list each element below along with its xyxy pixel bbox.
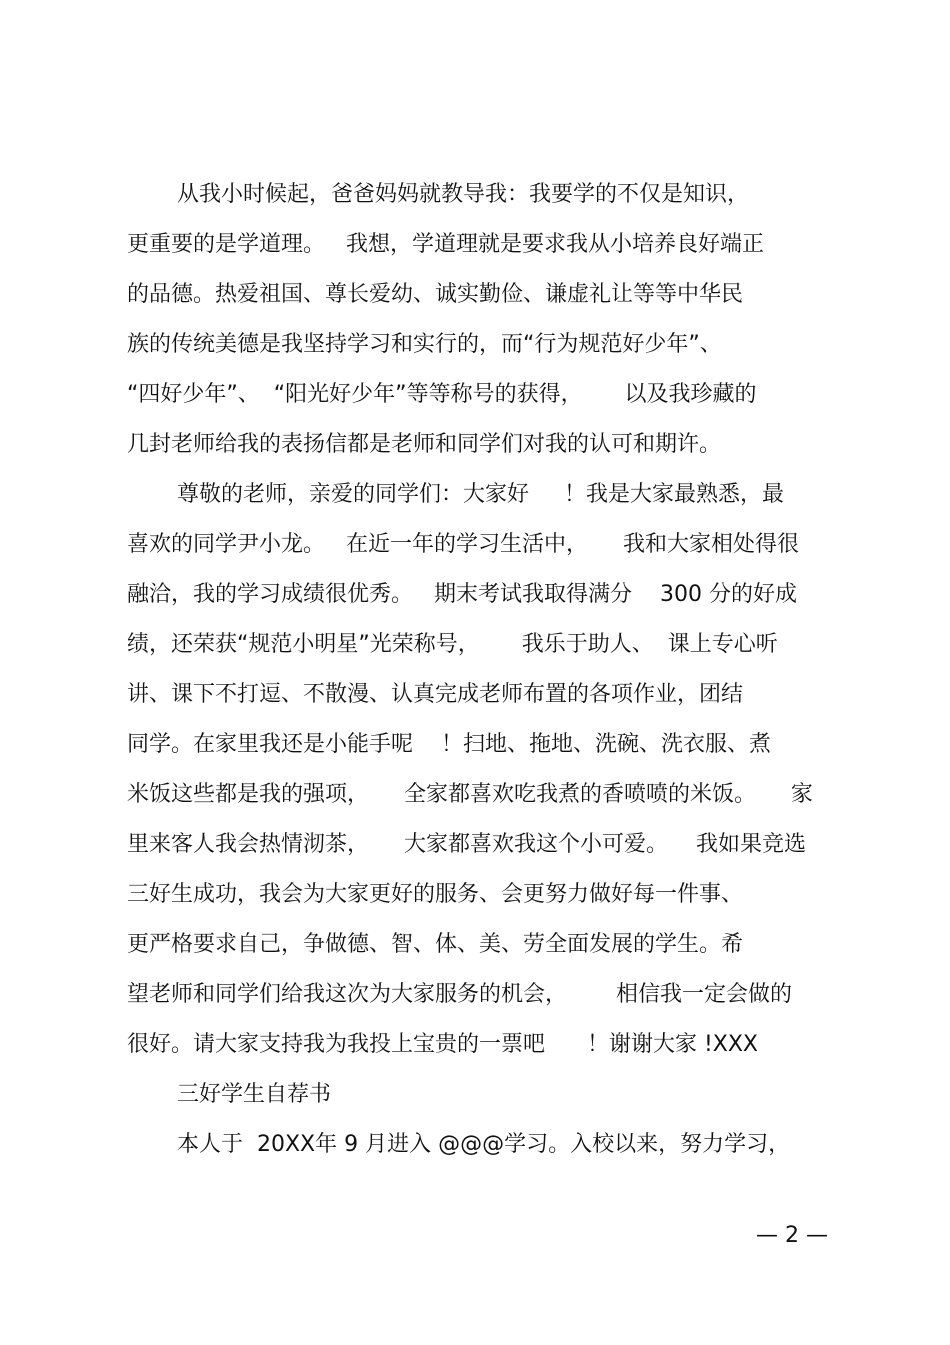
page-number: — 2 —: [756, 1223, 828, 1248]
paragraph-line-1: 从我小时候起，爸爸妈妈就教导我：我要学的不仅是知识，: [177, 182, 750, 207]
paragraph-line-4: 族的传统美德是我坚持学习和实行的，而“行为规范好少年”、: [127, 332, 722, 357]
paragraph-line-14: 里来客人我会热情沏茶， 大家都喜欢我这个小可爱。 我如果竞选: [127, 832, 806, 857]
paragraph-line-9: 融洽，我的学习成绩很优秀。 期末考试我取得满分 300 分的好成: [127, 582, 797, 607]
paragraph-line-10: 绩，还荣获“规范小明星”光荣称号， 我乐于助人、 课上专心听: [127, 632, 778, 657]
paragraph-line-11: 讲、课下不打逗、不散漫、认真完成老师布置的各项作业，团结: [127, 682, 744, 707]
paragraph-line-16: 更严格要求自己，争做德、智、体、美、劳全面发展的学生。希: [127, 932, 744, 957]
section-heading: 三好学生自荐书: [177, 1082, 332, 1107]
paragraph-line-5: “四好少年”、 “阳光好少年”等等称号的获得， 以及我珍藏的: [127, 382, 757, 407]
paragraph-line-12: 同学。在家里我还是小能手呢 ！扫地、拖地、洗碗、洗衣服、煮: [127, 732, 771, 757]
paragraph-line-15: 三好生成功，我会为大家更好的服务、会更努力做好每一件事、: [127, 882, 744, 907]
paragraph-line-17: 望老师和同学们给我这次为大家服务的机会， 相信我一定会做的: [127, 982, 792, 1007]
paragraph-line-18: 很好。请大家支持我为我投上宝贵的一票吧 ！谢谢大家 !XXX: [127, 1032, 758, 1057]
paragraph-line-7: 尊敬的老师，亲爱的同学们：大家好 ！我是大家最熟悉，最: [177, 482, 784, 507]
paragraph-line-3: 的品德。热爱祖国、尊长爱幼、诚实勤俭、谦虚礼让等等中华民: [127, 282, 744, 307]
paragraph-line-13: 米饭这些都是我的强项， 全家都喜欢吃我煮的香喷喷的米饭。 家: [127, 782, 813, 807]
paragraph-line-2: 更重要的是学道理。 我想，学道理就是要求我从小培养良好端正: [127, 232, 764, 257]
paragraph-line-6: 几封老师给我的表扬信都是老师和同学们对我的认可和期许。: [127, 432, 722, 457]
paragraph-line-20: 本人于 20XX年 9 月进入 @@@学习。入校以来，努力学习，: [177, 1132, 791, 1157]
paragraph-line-8: 喜欢的同学尹小龙。 在近一年的学习生活中， 我和大家相处得很: [127, 532, 799, 557]
